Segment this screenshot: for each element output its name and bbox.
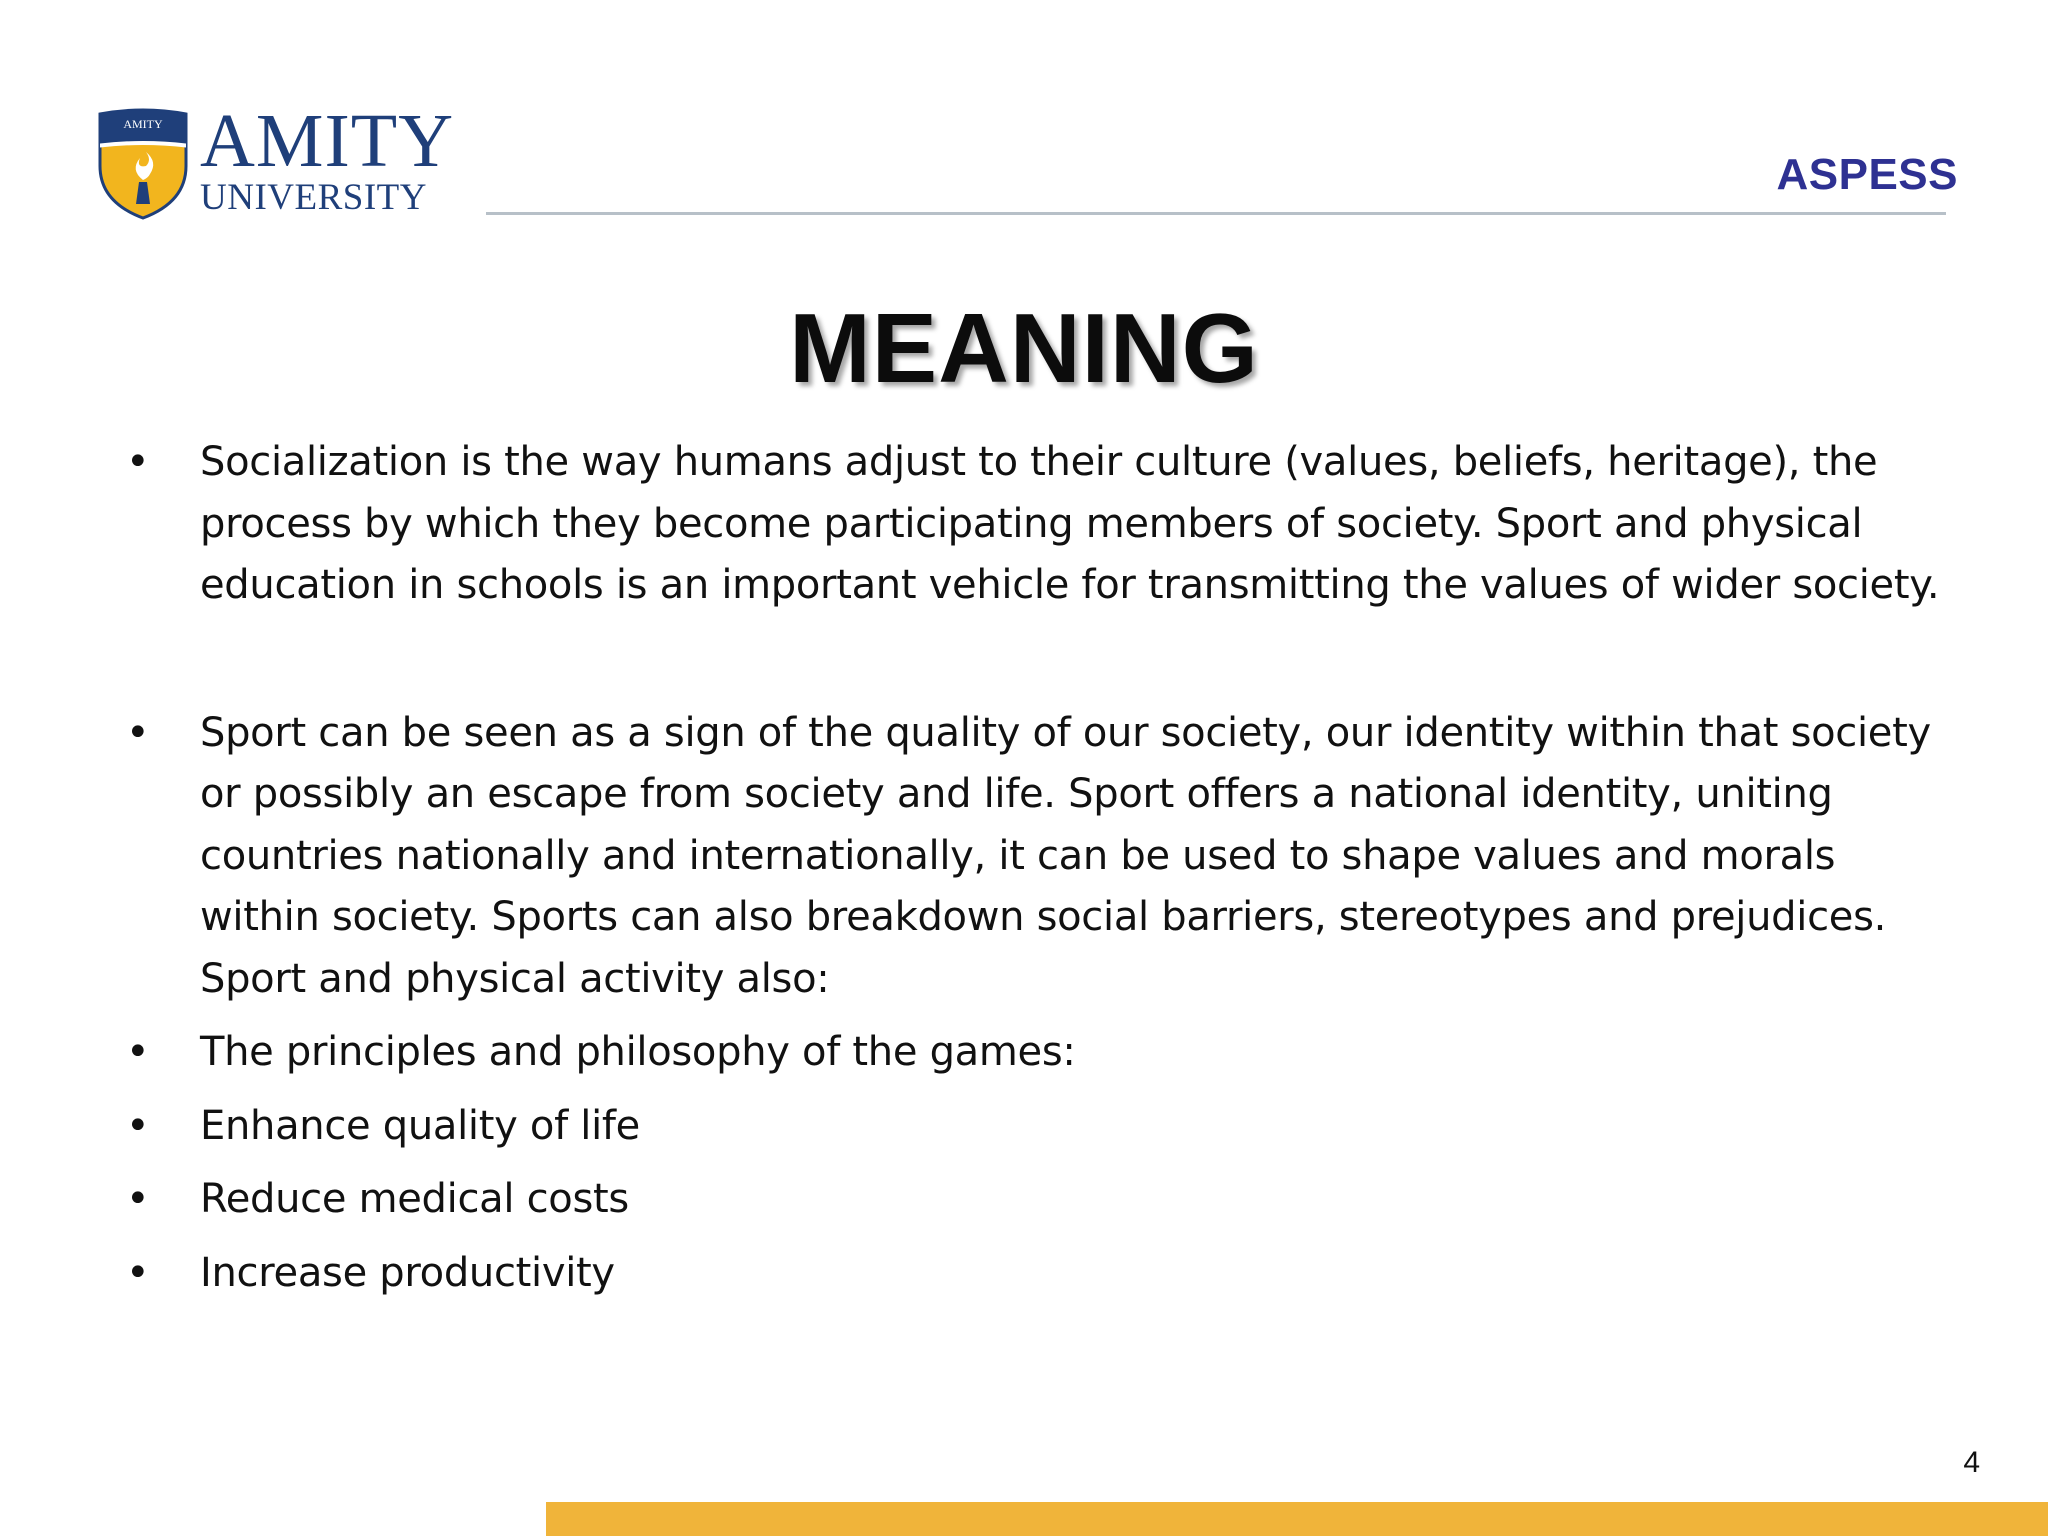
logo-university-text: UNIVERSITY [200,177,427,218]
bullet-icon: • [126,1029,150,1075]
bullet-text: Reduce medical costs [200,1176,629,1222]
page-number: 4 [1963,1446,1980,1479]
amity-university-logo [96,99,455,226]
bullet-icon: • [126,1176,150,1222]
bullet-item [126,1096,1946,1158]
bullet-icon: • [126,439,150,485]
bullet-item [126,432,1946,617]
bullet-text: Enhance quality of life [200,1102,640,1149]
shield-logo-icon [96,108,190,220]
bullet-list [126,432,1946,1304]
bullet-item [126,1243,1946,1305]
bullet-icon: • [126,1249,150,1296]
header-divider [486,212,1946,215]
bullet-text: Socialization is the way humans adjust to their culture (values, beliefs, heritage), the process by which they become participating members of society. Sport and physical education in schools is an important vehicle for transmitting the values of wider society. [200,439,1940,608]
bullet-icon: • [126,709,150,756]
bullet-item [126,1169,1946,1231]
bullet-text: Increase productivity [200,1249,615,1296]
bullet-item [126,1022,1946,1084]
bullet-item [126,703,1946,1011]
footer-accent-bar [546,1502,2048,1536]
logo-wordmark [200,99,455,218]
shield-text: AMITY [123,117,163,131]
org-label: ASPESS [1776,150,1958,199]
bullet-icon: • [126,1102,150,1149]
slide-title: MEANING [789,293,1259,403]
bullet-text: The principles and philosophy of the games: [200,1029,1076,1075]
bullet-text: Sport can be seen as a sign of the quality of our society, our identity within that society or possibly an escape from society and life. Sport offers a national identity, uniting countries nationally and internationally, it can be used to shape values and morals within society. Sports can also breakdown social barriers, stereotypes and prejudices. Sport and physical activity also: [200,709,1931,1002]
logo-amity-text: AMITY [200,99,455,183]
